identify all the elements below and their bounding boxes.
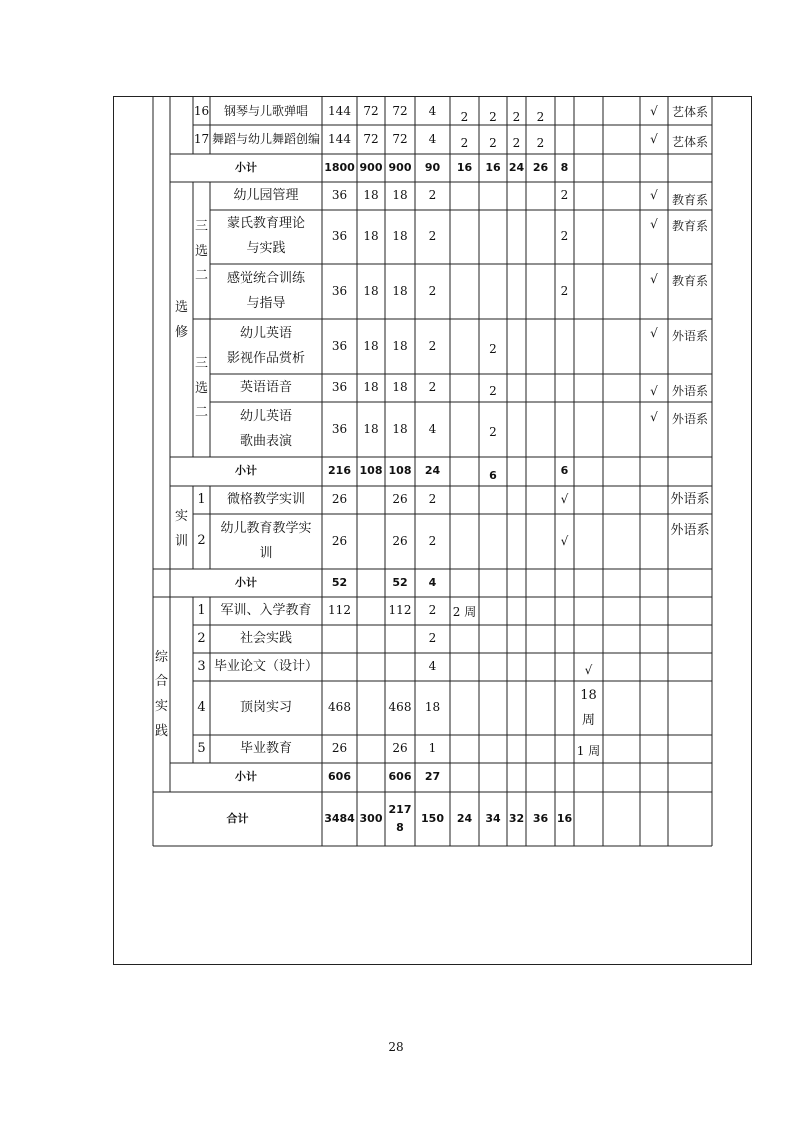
row17-practice: 72 [392, 131, 408, 146]
elective1-sem5: 2 [560, 188, 569, 203]
row17-no: 17 [193, 131, 210, 146]
elective4-sem2: 2 [489, 342, 497, 357]
elective3-total: 36 [331, 283, 348, 298]
training2-name: 幼儿教育教学实 训 [220, 520, 312, 561]
elective2-check: √ [650, 217, 658, 232]
elective1-dept: 教育系 [671, 193, 708, 208]
page-number: 28 [388, 1040, 404, 1054]
practice2-name: 社会实践 [239, 630, 292, 646]
elective1-total: 36 [331, 188, 348, 203]
elective5-check: √ [650, 384, 658, 399]
elective5-total: 36 [331, 380, 348, 395]
subtotal4-label: 小计 [235, 770, 257, 784]
row17-sem1: 2 [460, 135, 469, 150]
elective4-theory: 18 [363, 338, 379, 353]
subtotal2-credit: 24 [424, 464, 441, 478]
subtotal2-label: 小计 [235, 464, 257, 478]
row16-practice: 72 [392, 103, 408, 118]
training2-credit: 2 [428, 533, 437, 548]
grand-total-credit: 150 [421, 811, 444, 825]
elective3-credit: 2 [428, 283, 437, 298]
practice3-credit: 4 [428, 659, 437, 674]
elective4-check: √ [650, 326, 658, 341]
practice1-total: 112 [328, 603, 351, 618]
elective6-sem2: 2 [489, 425, 497, 440]
row17-sem4: 2 [536, 135, 545, 150]
row17-theory: 72 [363, 131, 379, 146]
training1-dept: 外语系 [670, 491, 710, 507]
elective-group-label: 选 修 [174, 300, 188, 340]
row16-no: 16 [193, 103, 210, 118]
practice3-name: 毕业论文（设计） [213, 658, 318, 674]
practice4-sem6: 18 周 [580, 688, 597, 728]
subtotal2-theory: 108 [359, 464, 383, 478]
subtotal4-total: 606 [328, 770, 351, 784]
grand-total-sem5: 16 [556, 811, 573, 825]
training1-name: 微格教学实训 [226, 491, 305, 507]
row17-credit: 4 [428, 131, 437, 146]
practice5-total: 26 [331, 741, 348, 756]
row16-name: 钢琴与儿歌弹唱 [223, 103, 308, 118]
elective5-name: 英语语音 [239, 379, 292, 395]
subtotal1-credit: 90 [424, 160, 441, 174]
row17-sem2: 2 [489, 135, 497, 150]
practice4-no: 4 [197, 699, 206, 715]
subtotal2-total: 216 [328, 464, 351, 478]
elective4-name: 幼儿英语 影视作品赏析 [226, 325, 305, 366]
training-group-label: 实 训 [174, 509, 188, 549]
subtotal1-sem3: 24 [508, 160, 525, 174]
subtotal4-credit: 27 [424, 770, 441, 784]
row17-dept: 艺体系 [671, 135, 708, 150]
elective1-practice: 18 [392, 188, 408, 203]
training2-sem5: √ [560, 533, 569, 548]
comprehensive-group-label: 综 合 实 践 [154, 649, 168, 739]
elective5-theory: 18 [363, 380, 379, 395]
elective1-name: 幼儿园管理 [233, 187, 299, 203]
row16-sem1: 2 [460, 109, 469, 124]
practice5-no: 5 [197, 740, 206, 756]
elective2-dept: 教育系 [671, 219, 708, 234]
grand-total-theory: 300 [359, 811, 383, 825]
row16-theory: 72 [363, 103, 379, 118]
subtotal3-total: 52 [331, 575, 348, 589]
row17-sem3: 2 [512, 135, 521, 150]
elective2-total: 36 [331, 229, 348, 244]
training1-total: 26 [331, 492, 348, 507]
elective1-theory: 18 [363, 188, 379, 203]
elective5-dept: 外语系 [671, 384, 708, 399]
elective1-credit: 2 [428, 188, 437, 203]
training2-dept: 外语系 [670, 522, 710, 538]
practice5-practice: 26 [392, 741, 408, 756]
elective6-total: 36 [331, 421, 348, 436]
elective3-name: 感觉统合训练 与指导 [226, 270, 305, 311]
grand-total-sem3: 32 [508, 811, 525, 825]
row16-check: √ [650, 103, 658, 118]
elective6-theory: 18 [363, 421, 379, 436]
subtotal1-total: 1800 [324, 160, 355, 174]
subtotal1-sem2: 16 [485, 160, 501, 174]
grand-total-practice: 217 8 [388, 803, 412, 834]
subtotal1-sem4: 26 [532, 160, 549, 174]
row16-total: 144 [328, 103, 351, 118]
choose-two-label-a: 三 选 二 [194, 218, 208, 284]
row16-sem4: 2 [536, 109, 545, 124]
elective2-theory: 18 [363, 229, 379, 244]
row16-sem2: 2 [489, 109, 497, 124]
elective6-check: √ [650, 410, 658, 425]
training1-credit: 2 [428, 492, 437, 507]
training2-practice: 26 [392, 533, 408, 548]
elective6-practice: 18 [392, 421, 408, 436]
practice3-no: 3 [197, 658, 206, 674]
subtotal1-sem5: 8 [560, 160, 569, 174]
subtotal2-sem2: 6 [489, 469, 497, 483]
subtotal2-practice: 108 [388, 464, 412, 478]
elective6-credit: 4 [428, 421, 437, 436]
elective2-practice: 18 [392, 229, 408, 244]
practice5-sem6: 1 周 [576, 744, 601, 759]
elective3-theory: 18 [363, 283, 379, 298]
practice4-total: 468 [328, 700, 351, 715]
row16-credit: 4 [428, 103, 437, 118]
subtotal3-credit: 4 [428, 575, 437, 589]
grand-total-sem2: 34 [485, 811, 501, 825]
elective3-check: √ [650, 272, 658, 287]
elective4-dept: 外语系 [671, 329, 708, 344]
elective5-credit: 2 [428, 380, 437, 395]
grand-total-total: 3484 [324, 811, 355, 825]
subtotal3-label: 小计 [235, 575, 257, 589]
elective6-dept: 外语系 [671, 412, 708, 427]
training2-total: 26 [331, 533, 348, 548]
subtotal1-label: 小计 [235, 160, 257, 174]
elective5-sem2: 2 [489, 384, 497, 399]
row17-name: 舞蹈与幼儿舞蹈创编 [211, 131, 320, 146]
subtotal4-practice: 606 [388, 770, 412, 784]
practice4-name: 顶岗实习 [239, 699, 292, 715]
elective2-credit: 2 [428, 229, 437, 244]
row17-total: 144 [328, 131, 351, 146]
grand-total-label: 合计 [226, 811, 249, 825]
row17-check: √ [650, 131, 658, 146]
subtotal1-theory: 900 [359, 160, 383, 174]
practice5-credit: 1 [428, 741, 437, 756]
elective4-practice: 18 [392, 338, 408, 353]
practice1-practice: 112 [388, 603, 412, 618]
subtotal1-practice: 900 [388, 160, 412, 174]
practice2-credit: 2 [428, 631, 437, 646]
subtotal3-practice: 52 [392, 575, 408, 589]
elective3-sem5: 2 [560, 283, 569, 298]
elective2-sem5: 2 [560, 229, 569, 244]
row16-dept: 艺体系 [671, 105, 708, 120]
elective4-credit: 2 [428, 338, 437, 353]
practice2-no: 2 [197, 630, 206, 646]
practice1-no: 1 [197, 602, 206, 618]
row16-sem3: 2 [512, 109, 521, 124]
elective4-total: 36 [331, 338, 348, 353]
grand-total-sem1: 24 [456, 811, 473, 825]
practice4-practice: 468 [388, 700, 412, 715]
elective3-practice: 18 [392, 283, 408, 298]
elective2-name: 蒙氏教育理论 与实践 [226, 216, 305, 256]
training1-sem5: √ [560, 492, 569, 507]
practice5-name: 毕业教育 [239, 740, 292, 756]
training1-practice: 26 [392, 492, 408, 507]
elective5-practice: 18 [392, 380, 408, 395]
practice1-credit: 2 [428, 603, 437, 618]
training2-no: 2 [197, 533, 206, 549]
practice4-credit: 18 [424, 700, 441, 715]
choose-two-label-b: 三 选 二 [194, 355, 208, 421]
subtotal1-sem1: 16 [456, 160, 473, 174]
elective1-check: √ [650, 188, 658, 203]
practice1-sem1: 2 周 [452, 605, 477, 620]
elective6-name: 幼儿英语 歌曲表演 [239, 408, 292, 449]
practice1-name: 军训、入学教育 [220, 602, 312, 618]
practice3-sem6: √ [584, 663, 593, 678]
training1-no: 1 [197, 491, 206, 507]
subtotal2-sem5: 6 [560, 464, 569, 478]
elective3-dept: 教育系 [671, 274, 708, 289]
grand-total-sem4: 36 [532, 811, 549, 825]
